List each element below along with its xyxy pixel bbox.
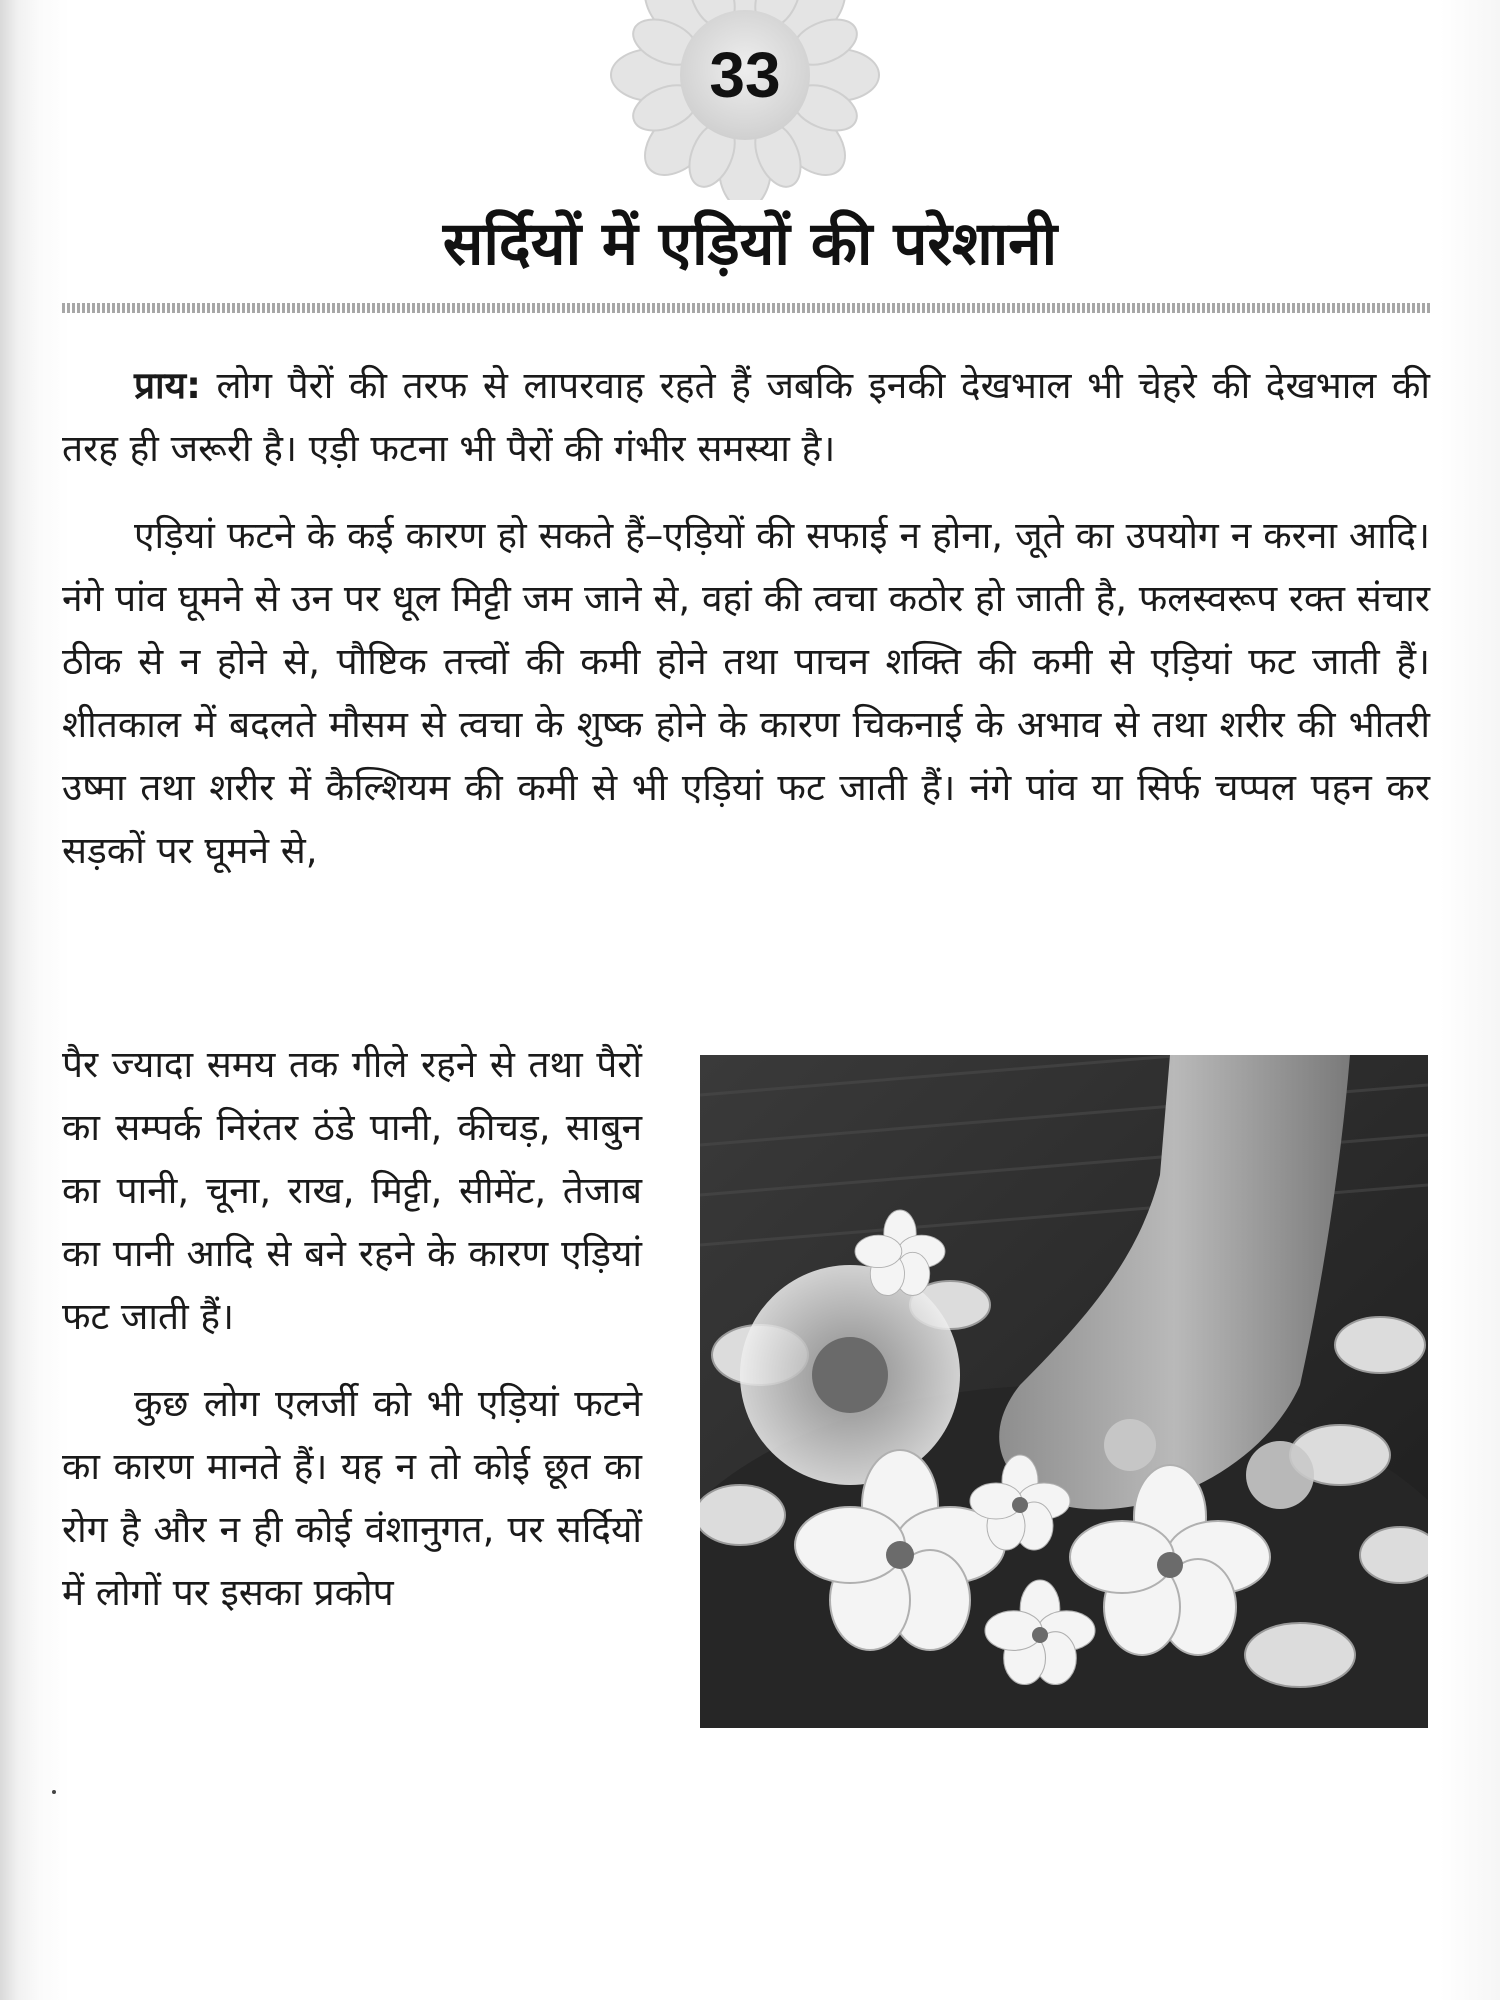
chapter-title: सर्दियों में एड़ियों की परेशानी [442,209,1058,279]
paragraph-1-text: लोग पैरों की तरफ से लापरवाह रहते हैं जबकि इनकी देखभाल भी चेहरे की देखभाल की तरह ही जरूरी है। एड़ी फटना भी पैरों की गंभीर समस्या है। [62,364,1430,470]
side-column-text [62,1033,642,1648]
foot-in-flower-bowl-image [700,1055,1428,1728]
article-body [62,354,1430,906]
paragraph-2-continued: पैर ज्यादा समय तक गीले रहने से तथा पैरों का सम्पर्क निरंतर ठंडे पानी, कीचड़, साबुन का पानी, चूना, राख, मिट्टी, सीमेंट, तेजाब का पानी आदि से बने रहने के कारण एड़ियां फट जाती हैं। [62,1043,642,1338]
paragraph-1-lead: प्राय: [134,364,201,407]
paragraph-3: कुछ लोग एलर्जी को भी एड़ियां फटने का कारण मानते हैं। यह न तो कोई छूत का रोग है और न ही कोई वंशानुगत, पर सर्दियों में लोगों पर इसका प्रकोप [62,1382,642,1614]
foot-soak-photo [700,1055,1428,1728]
paragraph-2: एड़ियां फटने के कई कारण हो सकते हैं–एड़ियों की सफाई न होना, जूते का उपयोग न करना आदि। नंगे पांव घूमने से उन पर धूल मिट्टी जम जाने से, वहां की त्वचा कठोर हो जाती है, फलस्वरूप रक्त संचार ठीक से न होने से, पौष्टिक तत्त्वों की कमी होने तथा पाचन शक्ति की कमी से एड़ियां फट जाती हैं। शीतकाल में बदलते मौसम से त्वचा के शुष्क होने के कारण चिकनाई के अभाव से तथा शरीर की भीतरी उष्मा तथा शरीर में कैल्शियम की कमी से भी एड़ियां फट जाती हैं। नंगे पांव या सिर्फ चप्पल पहन कर सड़कों पर घूमने से, [62,514,1430,872]
page-speck [52,1790,56,1794]
title-divider [62,303,1430,313]
paragraph-1 [62,354,1430,480]
chapter-number: 33 [680,10,810,140]
chapter-badge [600,0,890,200]
